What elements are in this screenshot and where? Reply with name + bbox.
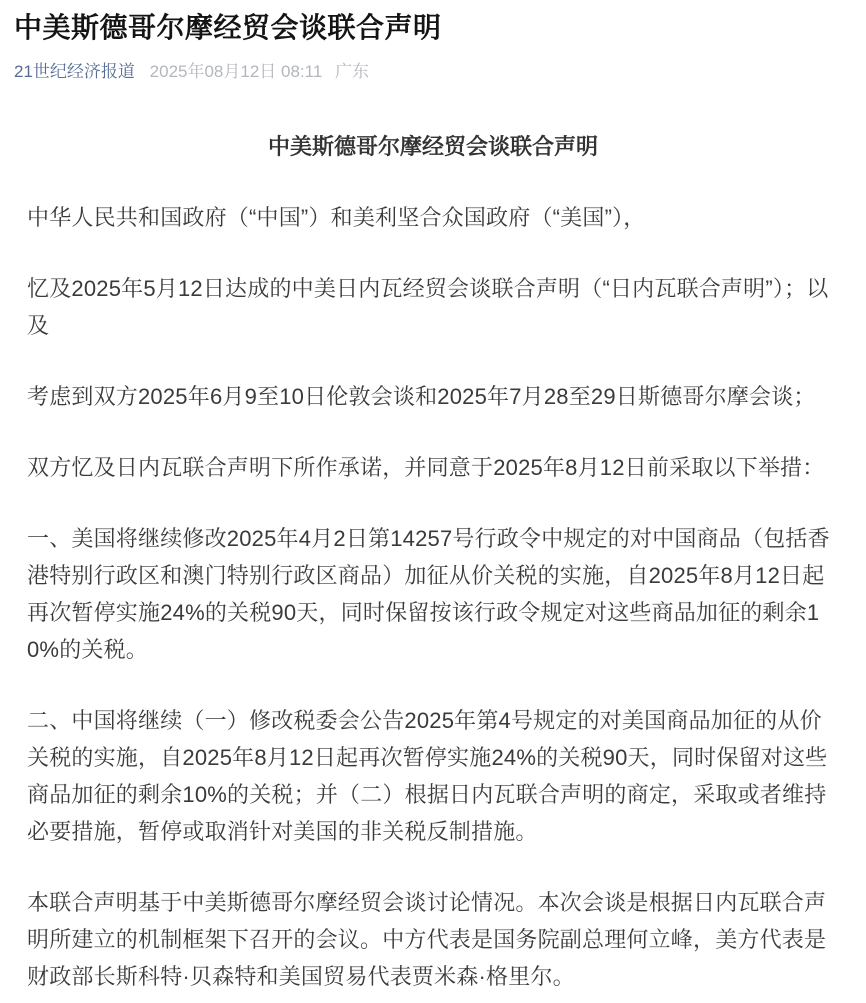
article-paragraph: 本联合声明基于中美斯德哥尔摩经贸会谈讨论情况。本次会谈是根据日内瓦联合声明所建立的机制框架下召开的会议。中方代表是国务院副总理何立峰，美方代表是财政部长斯科特·贝森特和美国贸易代表贾米森·格里尔。 — [27, 890, 827, 989]
source-account-link[interactable]: 21世纪经济报道 — [14, 62, 135, 81]
article-paragraph: 一、美国将继续修改2025年4月2日第14257号行政令中规定的对中国商品（包括香港特别行政区和澳门特别行政区商品）加征从价关税的实施，自2025年8月12日起再次暂停实施24%的关税90天，同时保留按该行政令规定对这些商品加征的剩余10%的关税。 — [27, 526, 830, 662]
article-paragraph: 二、中国将继续（一）修改税委会公告2025年第4号规定的对美国商品加征的从价关税的实施，自2025年8月12日起再次暂停实施24%的关税90天，同时保留对这些商品加征的剩余10%的关税；并（二）根据日内瓦联合声明的商定，采取或者维持必要措施，暂停或取消针对美国的非关税反制措施。 — [27, 708, 828, 844]
article-body — [0, 128, 866, 1003]
article-paragraph: 双方忆及日内瓦联合声明下所作承诺，并同意于2025年8月12日前采取以下举措： — [27, 455, 825, 480]
publish-location: 广东 — [335, 62, 370, 81]
article-paragraph: 中华人民共和国政府（“中国”）和美利坚合众国政府（“美国”）， — [27, 205, 646, 230]
article-meta — [0, 48, 866, 84]
page-title: 中美斯德哥尔摩经贸会谈联合声明 — [14, 12, 442, 43]
article-paragraph: 考虑到双方2025年6月9至10日伦敦会谈和2025年7月28至29日斯德哥尔摩会谈； — [27, 384, 816, 409]
publish-datetime: 2025年08月12日 08:11 — [149, 62, 323, 81]
article-paragraph: 忆及2025年5月12日达成的中美日内瓦经贸会谈联合声明（“日内瓦联合声明”）；以及 — [27, 276, 829, 338]
article-heading: 中美斯德哥尔摩经贸会谈联合声明 — [267, 134, 598, 159]
